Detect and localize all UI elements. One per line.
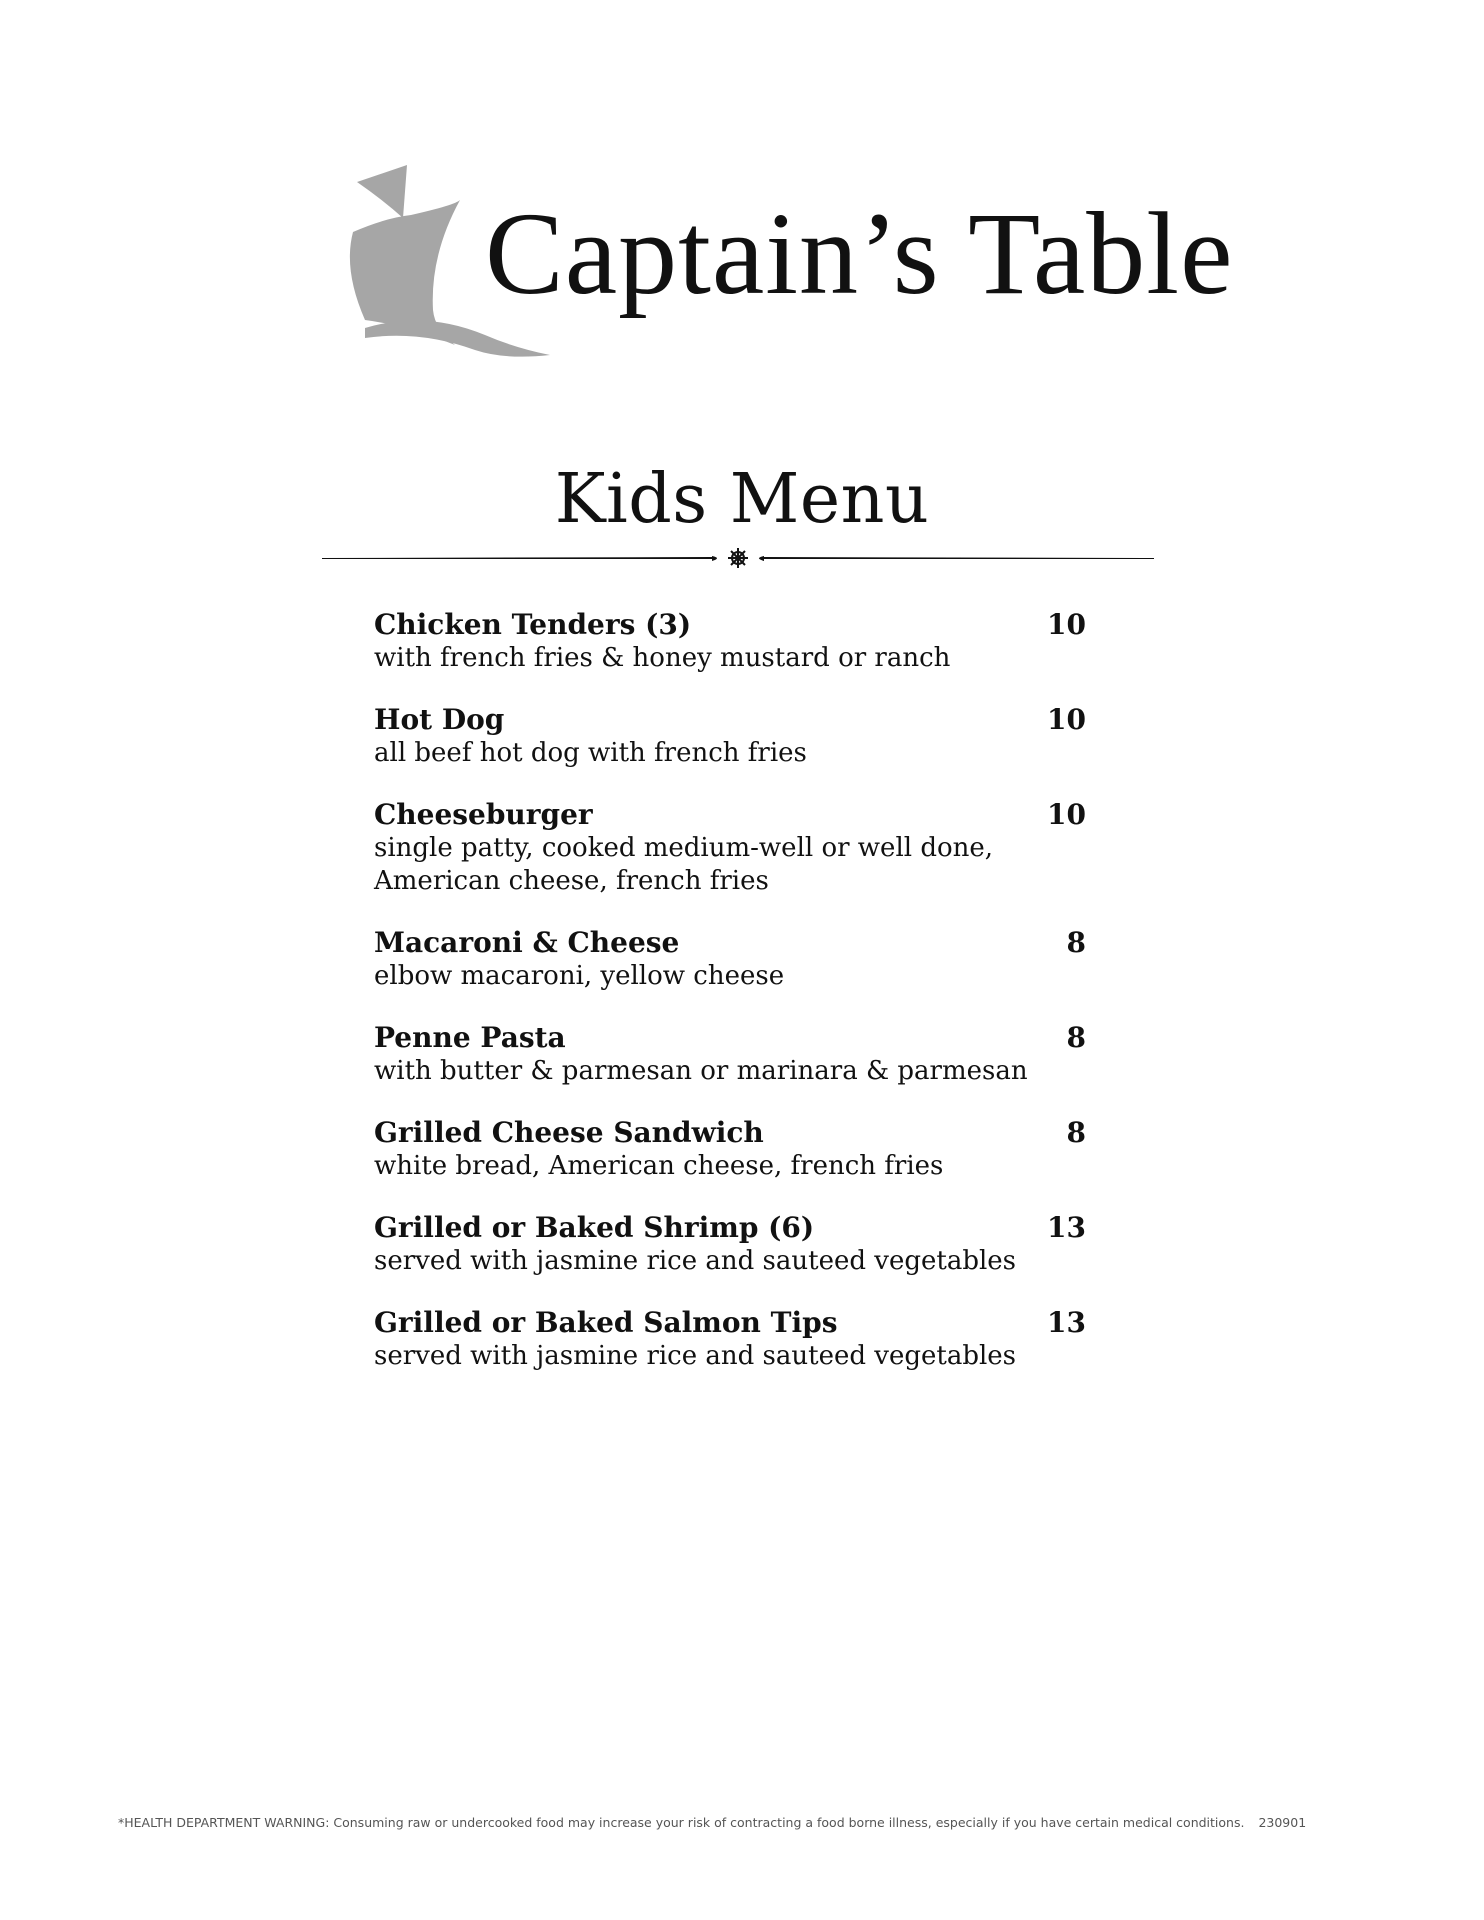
menu-item-name: Macaroni & Cheese [374, 926, 680, 959]
menu-item-price: 10 [1047, 608, 1086, 641]
kids-menu-list [374, 608, 1086, 1401]
menu-item-name: Chicken Tenders (3) [374, 608, 692, 641]
menu-item-description: with french fries & honey mustard or ranch [374, 643, 951, 673]
menu-item-price: 8 [1066, 926, 1086, 959]
menu-item-price: 8 [1066, 1116, 1086, 1149]
health-warning-footer [118, 1815, 1378, 1830]
menu-item-description: single patty, cooked medium-well or well done, American cheese, french fries [374, 833, 994, 896]
menu-item [374, 926, 1086, 993]
menu-item-price: 13 [1047, 1306, 1086, 1339]
menu-item-description: elbow macaroni, yellow cheese [374, 961, 785, 991]
brand-name: Captain’s Table [485, 188, 1234, 319]
menu-item [374, 1306, 1086, 1373]
title-divider [322, 540, 1154, 576]
menu-item-description: served with jasmine rice and sauteed vegetables [374, 1246, 1017, 1276]
menu-item-description: with butter & parmesan or marinara & parmesan [374, 1056, 1028, 1086]
brand-logo [335, 160, 1234, 380]
menu-item [374, 1116, 1086, 1183]
menu-item [374, 1021, 1086, 1088]
document-code: 230901 [1258, 1815, 1307, 1830]
menu-item-description: served with jasmine rice and sauteed vegetables [374, 1341, 1017, 1371]
menu-item-price: 10 [1047, 703, 1086, 736]
menu-item-name: Grilled or Baked Shrimp (6) [374, 1211, 815, 1244]
page-title: Kids Menu [554, 460, 930, 539]
menu-item [374, 798, 1086, 898]
health-warning-text: *HEALTH DEPARTMENT WARNING: Consuming raw or undercooked food may increase your risk of contracting a food borne illness, especially if you have certain medical conditions. [118, 1815, 1245, 1830]
menu-item-name: Grilled or Baked Salmon Tips [374, 1306, 838, 1339]
menu-item-price: 8 [1066, 1021, 1086, 1054]
ship-wheel-icon [728, 548, 748, 568]
menu-item-description: all beef hot dog with french fries [374, 738, 807, 768]
menu-item-name: Grilled Cheese Sandwich [374, 1116, 764, 1149]
menu-item [374, 1211, 1086, 1278]
menu-item-name: Hot Dog [374, 703, 505, 736]
menu-item-price: 10 [1047, 798, 1086, 831]
menu-item-name: Penne Pasta [374, 1021, 566, 1054]
menu-item-description: white bread, American cheese, french fries [374, 1151, 944, 1181]
menu-item-price: 13 [1047, 1211, 1086, 1244]
menu-item [374, 608, 1086, 675]
menu-item-name: Cheeseburger [374, 798, 593, 831]
menu-item [374, 703, 1086, 770]
